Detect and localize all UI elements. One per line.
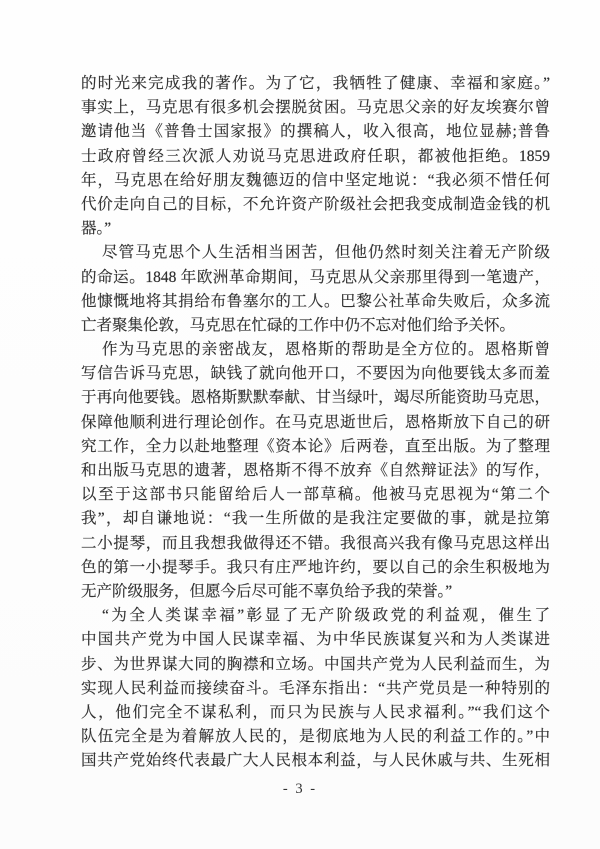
text-line: 以至于这部书只能留给后人一部草稿。他被马克思视为“第二个 <box>81 486 550 504</box>
text-line: 器。” <box>81 220 112 238</box>
text-line: 于再向他要钱。恩格斯默默奉献、甘当绿叶，竭尽所能资助马克思， <box>81 389 550 407</box>
text-line: 步、为世界谋大同的胸襟和立场。中国共产党为人民利益而生，为 <box>81 655 550 673</box>
text-line: 事实上，马克思有很多机会摆脱贫困。马克思父亲的好友埃赛尔曾 <box>81 99 550 117</box>
page-number: - 3 - <box>282 781 318 797</box>
text-line: 尽管马克思个人生活相当困苦，但他仍然时刻关注着无产阶级 <box>102 244 550 262</box>
text-line: 士政府曾经三次派人劝说马克思进政府任职，都被他拒绝。1859 <box>81 147 550 165</box>
text-line: 人，他们完全不谋私利，而只为民族与人民求福利。”“我们这个 <box>81 703 550 721</box>
text-line: 二小提琴，而且我想我做得还不错。我很高兴我有像马克思这样出 <box>81 534 550 552</box>
paragraph <box>81 338 550 604</box>
body-text <box>81 72 550 773</box>
text-line: 作为马克思的亲密战友，恩格斯的帮助是全方位的。恩格斯曾 <box>102 341 550 359</box>
text-line: 的命运。1848 年欧洲革命期间，马克思从父亲那里得到一笔遗产， <box>81 268 550 286</box>
text-line: 国共产党始终代表最广大人民根本利益，与人民休戚与共、生死相 <box>81 752 550 770</box>
text-line: 邀请他当《普鲁士国家报》的撰稿人，收入很高，地位显赫;普鲁 <box>81 123 550 141</box>
text-line: 队伍完全是为着解放人民的，是彻底地为人民的利益工作的。”中 <box>81 728 550 746</box>
text-line: 无产阶级服务，但愿今后尽可能不辜负给予我的荣誉。” <box>81 582 453 600</box>
text-line: 和出版马克思的遗著，恩格斯不得不放弃《自然辩证法》的写作， <box>81 462 550 479</box>
text-line: 代价走向自己的目标，不允许资产阶级社会把我变成制造金钱的机 <box>81 195 550 213</box>
text-line: “为全人类谋幸福”彰显了无产阶级政党的利益观，催生了 <box>102 607 550 625</box>
text-line: 实现人民利益而接续奋斗。毛泽东指出：“共产党员是一种特别的 <box>81 679 550 697</box>
text-line: 我”，却自谦地说：“我一生所做的是我注定要做的事，就是拉第 <box>81 510 550 528</box>
text-line: 写信告诉马克思，缺钱了就向他开口，不要因为向他要钱太多而羞 <box>81 365 550 383</box>
text-line: 究工作，全力以赴地整理《资本论》后两卷，直至出版。为了整理 <box>81 437 550 455</box>
text-line: 色的第一小提琴手。我只有庄严地许约，要以自己的余生积极地为 <box>81 558 550 576</box>
text-line: 的时光来完成我的著作。为了它，我牺牲了健康、幸福和家庭。” <box>81 75 550 92</box>
text-line: 保障他顺利进行理论创作。在马克思逝世后，恩格斯放下自己的研 <box>81 413 550 431</box>
text-line: 中国共产党为中国人民谋幸福、为中华民族谋复兴和为人类谋进 <box>81 631 550 649</box>
text-line: 年，马克思在给好朋友魏德迈的信中坚定地说：“我必须不惜任何 <box>81 171 550 189</box>
paragraph <box>81 241 550 338</box>
text-line: 亡者聚集伦敦，马克思在忙碌的工作中仍不忘对他们给予关怀。 <box>81 316 516 334</box>
paragraph <box>81 72 550 241</box>
paragraph <box>81 604 550 773</box>
text-line: 他慷慨地将其捐给布鲁塞尔的工人。巴黎公社革命失败后，众多流 <box>81 292 550 310</box>
